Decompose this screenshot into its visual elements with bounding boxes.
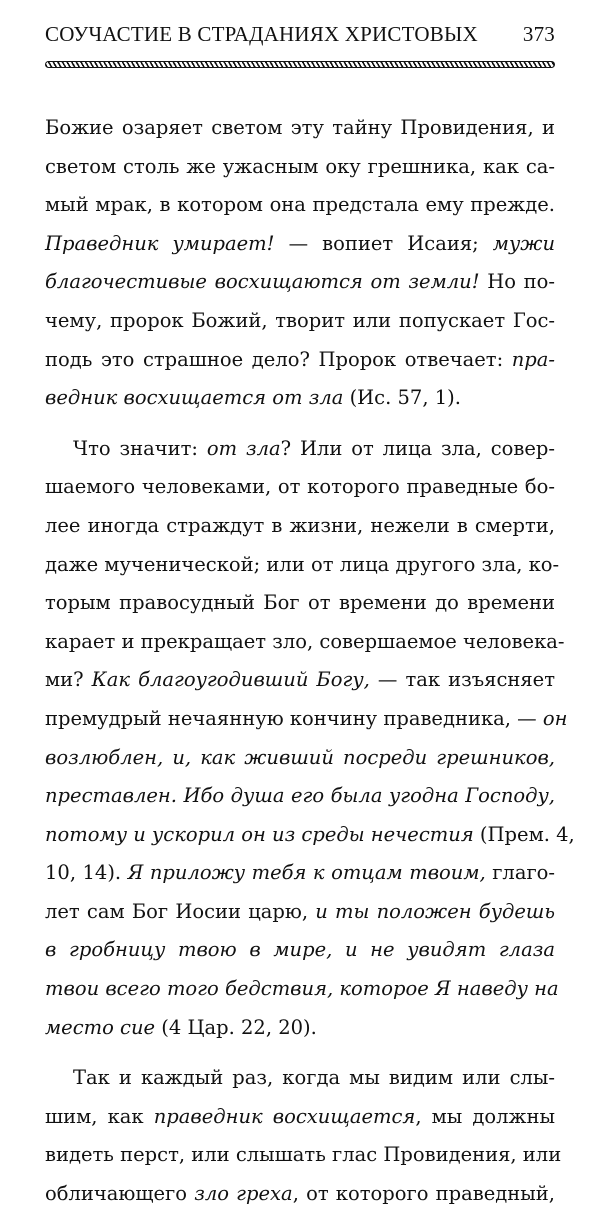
text-line [45,970,559,1009]
text-line [45,341,555,380]
paragraph-gap [45,1047,555,1059]
text-line [45,263,555,302]
italic-quote: потому и ускорил он из среды нечестия [45,822,474,846]
text-line [45,1059,555,1098]
text-run: — так изъясняет [369,668,555,692]
text-line [45,1175,555,1214]
text-run: лет сам Бог Иосии царю, [45,899,316,923]
text-run: , мы должны [415,1104,555,1128]
italic-quote: Праведник умирает! [45,231,275,255]
italic-quote: место сие [45,1015,156,1039]
text-line [45,148,555,187]
text-line [45,623,565,662]
italic-quote: зло греха [194,1182,293,1206]
text-run: торым правосудный Бог от времени до времени [45,591,555,615]
text-run: даже мученической; или от лица другого зла, ко- [45,552,560,576]
text-run: Но по- [479,270,556,294]
text-line [45,854,555,893]
text-run: ? Или от лица зла, совер- [280,436,555,460]
text-run: глаго- [485,861,555,885]
text-line [45,739,555,778]
text-run: подь это страшное дело? Пророк отвечает: [45,347,512,371]
text-run: шим, как [45,1104,154,1128]
italic-quote: в гробницу твою в мире, и не увидят глаза [45,938,555,962]
text-run: чему, пророк Божий, творит или попускает Гос- [45,308,555,332]
italic-quote: ведник восхищается от зла [45,386,344,410]
text-line [45,468,555,507]
text-line [45,1009,555,1048]
text-run: , от которого праведный, [292,1182,555,1206]
text-line [45,225,555,264]
italic-quote: возлюблен, и, как живший посреди грешников, [45,745,555,769]
text-run: Божие озаряет светом эту тайну Провидения, и [45,116,555,139]
text-run: (4 Цар. 22, 20). [155,1015,317,1039]
text-line [45,546,560,585]
body-text [45,109,575,1214]
text-run: лее иногда страждут в жизни, нежели в смерти, [45,513,555,537]
text-run: шаемого человеками, от которого праведные бо- [45,475,555,499]
text-run: мый мрак, в котором она предстала ему прежде. [45,193,555,217]
text-run: Что значит: [73,436,207,460]
italic-quote: пра- [511,347,555,371]
text-run: премудрый нечаянную кончину праведника, — [45,706,543,730]
text-run: — вопиет Исаия; [274,231,493,255]
italic-quote: твои всего того бедствия, которое Я наведу на [45,977,559,1001]
text-line [45,661,555,700]
decorative-rope-rule [45,61,555,68]
text-line [45,584,555,623]
italic-quote: мужи [492,231,556,255]
text-line [45,1098,555,1137]
text-run: (Прем. 4, [473,822,575,846]
text-line [45,379,555,418]
italic-quote: от зла [206,436,281,460]
text-run: 10, 14). [45,861,128,885]
text-line [45,430,555,469]
text-run: видеть перст, или слышать глас Провидения, или [45,1143,562,1167]
text-run: обличающего [45,1182,195,1206]
italic-quote: праведник восхищается [153,1104,416,1128]
text-line [45,186,555,225]
paragraph [45,1059,562,1213]
italic-quote: Я приложу тебя к отцам твоим, [127,861,486,885]
page-number: 373 [522,22,555,46]
chapter-title: СОУЧАСТИЕ В СТРАДАНИЯХ ХРИСТОВЫХ [45,22,478,46]
text-line [45,931,555,970]
italic-quote: и ты положен будешь [315,899,555,923]
text-line [45,777,555,816]
italic-quote: благочестивые восхищаются от земли! [45,270,480,294]
text-line [45,302,555,341]
italic-quote: он [542,706,568,730]
italic-quote: Как благоугодивший Богу, [91,668,370,692]
text-line [45,700,568,739]
paragraph [45,430,575,1048]
italic-quote: преставлен. Ибо душа его была угодна Господу, [45,784,555,808]
text-run: карает и прекращает зло, совершаемое человека- [45,629,565,653]
text-run: (Ис. 57, 1). [343,386,461,410]
text-line [45,893,555,932]
text-line [45,1136,562,1175]
text-run: Так и каждый раз, когда мы видим или слы- [73,1066,555,1090]
text-line [45,109,555,148]
paragraph [45,109,555,418]
text-run: ми? [45,668,92,692]
text-run: светом столь же ужасным оку грешника, как са- [45,154,555,178]
text-line [45,507,555,546]
paragraph-gap [45,418,555,430]
running-head [45,22,555,48]
text-line [45,816,575,855]
